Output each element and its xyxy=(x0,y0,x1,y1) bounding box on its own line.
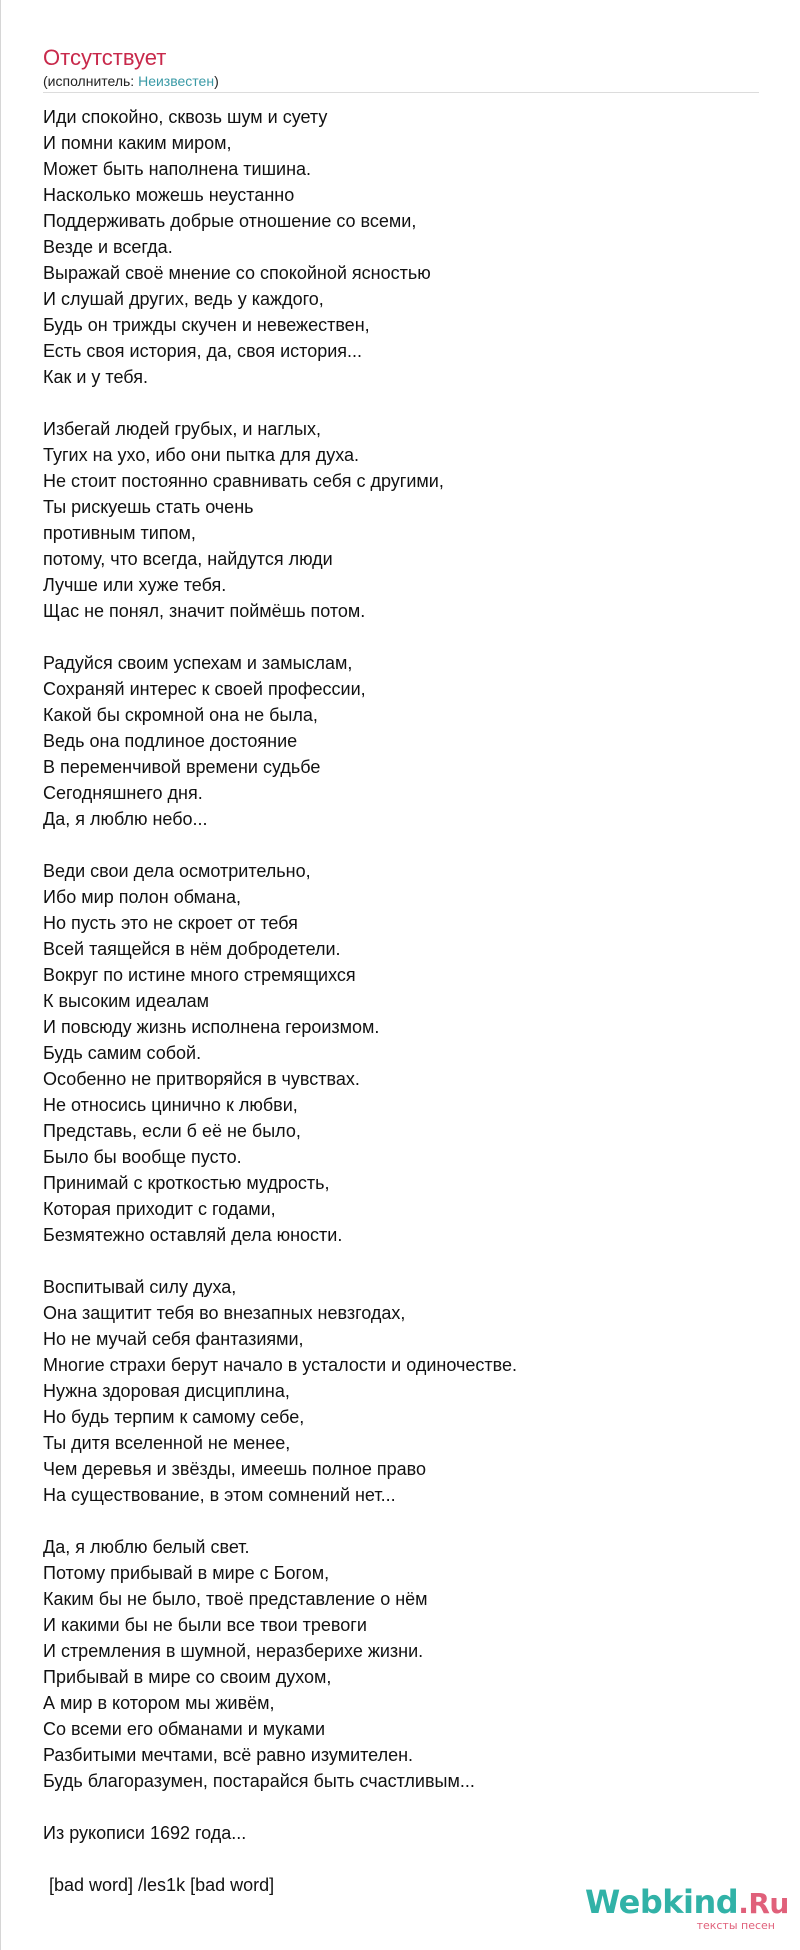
lyric-line: Есть своя история, да, своя история... xyxy=(43,341,363,361)
lyric-line: Воспитывай силу духа, xyxy=(43,1277,237,1297)
stanza-break xyxy=(43,1794,759,1820)
lyric-line: На существование, в этом сомнений нет... xyxy=(43,1485,396,1505)
lyric-line: Везде и всегда. xyxy=(43,237,173,257)
lyric-line: Принимай с кроткостью мудрость, xyxy=(43,1173,330,1193)
webkind-logo[interactable] xyxy=(585,1883,789,1932)
artist-suffix: ) xyxy=(214,73,219,89)
logo-tagline: тексты песен xyxy=(696,1919,775,1932)
footer-note: [bad word] /les1k [bad word] xyxy=(49,1875,275,1895)
lyric-line: Может быть наполнена тишина. xyxy=(43,159,312,179)
lyric-line: противным типом, xyxy=(43,523,196,543)
lyric-line: Выражай своё мнение со спокойной ясностью xyxy=(43,263,431,283)
lyric-line: Всей таящейся в нём добродетели. xyxy=(43,939,341,959)
lyric-line: Но будь терпим к самому себе, xyxy=(43,1407,305,1427)
logo-wordmark xyxy=(585,1884,789,1922)
lyric-line: Из рукописи 1692 года... xyxy=(43,1823,247,1843)
lyric-line: И какими бы не были все твои тревоги xyxy=(43,1615,367,1635)
lyric-line: Она защитит тебя во внезапных невзгодах, xyxy=(43,1303,406,1323)
lyric-line: Щас не понял, значит поймёшь потом. xyxy=(43,601,366,621)
lyric-line: Да, я люблю небо... xyxy=(43,809,208,829)
lyric-line: Будь самим собой. xyxy=(43,1043,202,1063)
lyric-line: И стремления в шумной, неразберихе жизни. xyxy=(43,1641,424,1661)
logo-main-text: Webkind xyxy=(585,1883,739,1921)
lyric-line: В переменчивой времени судьбе xyxy=(43,757,321,777)
lyric-line: Ты рискуешь стать очень xyxy=(43,497,254,517)
stanza-break xyxy=(43,832,759,858)
stanza-break xyxy=(43,1248,759,1274)
lyric-line: Как и у тебя. xyxy=(43,367,148,387)
lyric-line: Ты дитя вселенной не менее, xyxy=(43,1433,291,1453)
lyric-line: Будь благоразумен, постарайся быть счастливым... xyxy=(43,1771,475,1791)
artist-prefix: (исполнитель: xyxy=(43,73,139,89)
lyric-line: Радуйся своим успехам и замыслам, xyxy=(43,653,353,673)
lyric-line: И слушай других, ведь у каждого, xyxy=(43,289,324,309)
lyric-line: Избегай людей грубых, и наглых, xyxy=(43,419,321,439)
lyric-line: Представь, если б её не было, xyxy=(43,1121,301,1141)
lyric-line: Не относись цинично к любви, xyxy=(43,1095,298,1115)
title-divider xyxy=(43,92,759,93)
lyric-line: И повсюду жизнь исполнена героизмом. xyxy=(43,1017,380,1037)
lyrics-card xyxy=(1,0,800,1950)
lyric-line: Сегодняшнего дня. xyxy=(43,783,203,803)
song-title: Отсутствует xyxy=(43,45,167,70)
lyric-line: А мир в котором мы живём, xyxy=(43,1693,275,1713)
lyric-line: Тугих на ухо, ибо они пытка для духа. xyxy=(43,445,360,465)
lyric-line: Нужна здоровая дисциплина, xyxy=(43,1381,290,1401)
lyric-line: Со всеми его обманами и муками xyxy=(43,1719,326,1739)
lyric-line: Насколько можешь неустанно xyxy=(43,185,295,205)
stanza-break xyxy=(43,390,759,416)
lyric-line: Разбитыми мечтами, всё равно изумителен. xyxy=(43,1745,414,1765)
lyric-line: К высоким идеалам xyxy=(43,991,209,1011)
artist-line xyxy=(43,72,219,90)
lyric-line: Многие страхи берут начало в усталости и одиночестве. xyxy=(43,1355,517,1375)
artist-link[interactable]: Неизвестен xyxy=(138,73,215,89)
lyric-line: Чем деревья и звёзды, имеешь полное право xyxy=(43,1459,427,1479)
lyric-line: Безмятежно оставляй дела юности. xyxy=(43,1225,343,1245)
lyric-line: Иди спокойно, сквозь шум и суету xyxy=(43,107,328,127)
lyrics-body xyxy=(43,104,759,1846)
lyric-line: Но пусть это не скроет от тебя xyxy=(43,913,298,933)
lyric-line: Но не мучай себя фантазиями, xyxy=(43,1329,304,1349)
lyric-line: Прибывай в мире со своим духом, xyxy=(43,1667,332,1687)
lyric-line: Ибо мир полон обмана, xyxy=(43,887,241,907)
lyric-line: Было бы вообще пусто. xyxy=(43,1147,242,1167)
lyric-line: Будь он трижды скучен и невежествен, xyxy=(43,315,370,335)
lyric-line: Лучше или хуже тебя. xyxy=(43,575,227,595)
lyric-line: Да, я люблю белый свет. xyxy=(43,1537,250,1557)
lyric-line: Веди свои дела осмотрительно, xyxy=(43,861,311,881)
lyric-line: Потому прибывай в мире с Богом, xyxy=(43,1563,330,1583)
lyric-line: Ведь она подлиное достояние xyxy=(43,731,298,751)
lyric-line: Которая приходит с годами, xyxy=(43,1199,276,1219)
stanza-break xyxy=(43,624,759,650)
logo-suffix: .Ru xyxy=(738,1887,789,1920)
lyric-line: потому, что всегда, найдутся люди xyxy=(43,549,333,569)
lyric-line: Вокруг по истине много стремящихся xyxy=(43,965,356,985)
lyric-line: Каким бы не было, твоё представление о нём xyxy=(43,1589,428,1609)
lyric-line: И помни каким миром, xyxy=(43,133,232,153)
lyric-line: Поддерживать добрые отношение со всеми, xyxy=(43,211,417,231)
stanza-break xyxy=(43,1508,759,1534)
lyric-line: Какой бы скромной она не была, xyxy=(43,705,318,725)
lyric-line: Сохраняй интерес к своей профессии, xyxy=(43,679,366,699)
lyric-line: Особенно не притворяйся в чувствах. xyxy=(43,1069,360,1089)
lyric-line: Не стоит постоянно сравнивать себя с другими, xyxy=(43,471,444,491)
